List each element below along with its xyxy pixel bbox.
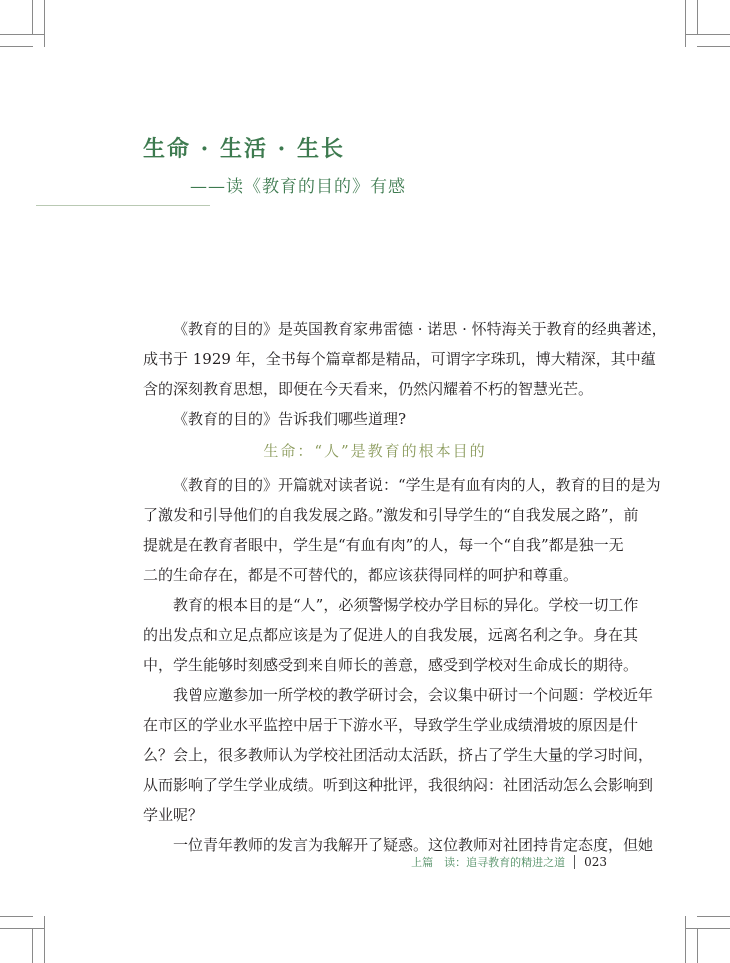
section-paragraph-3 <box>143 680 654 830</box>
text-line: 含的深刻教育思想，即便在今天看来，仍然闪耀着不朽的智慧光芒。 <box>143 380 594 398</box>
crop-mark <box>697 916 730 917</box>
crop-mark <box>686 928 730 929</box>
text-line: 提就是在教育者眼中，学生是“有血有肉”的人，每一个“自我”都是独一无 <box>143 536 624 554</box>
intro-paragraph-1 <box>143 314 667 404</box>
crop-mark <box>0 916 33 917</box>
text-line: 二的生命存在，都是不可替代的，都应该获得同样的呵护和尊重。 <box>143 566 579 584</box>
text-line: 从而影响了学生学业成绩。听到这种批评，我很纳闷：社团活动怎么会影响到 <box>143 776 654 794</box>
crop-mark <box>32 0 33 35</box>
footer-divider <box>574 855 575 869</box>
text-line: 一位青年教师的发言为我解开了疑惑。这位教师对社团持肯定态度，但她 <box>173 836 654 854</box>
crop-mark <box>685 0 686 47</box>
crop-mark <box>0 46 33 47</box>
intro-paragraph-2 <box>143 404 607 434</box>
crop-mark <box>686 34 730 35</box>
crop-mark <box>697 928 698 963</box>
crop-mark <box>44 0 45 47</box>
text-line: 成书于 1929 年，全书每个篇章都是精品，可谓字字珠玑，博大精深，其中蕴 <box>143 350 656 368</box>
crop-mark <box>697 46 730 47</box>
intro-text <box>143 314 667 434</box>
chapter-subtitle: ——读《教育的目的》有感 <box>190 177 406 197</box>
text-line: 的出发点和立足点都应该是为了促进人的自我发展，远离名利之争。身在其 <box>143 626 639 644</box>
running-head: 上篇 读：追寻教育的精进之道 <box>411 856 566 869</box>
text-line: 《教育的目的》是英国教育家弗雷德 · 诺思 · 怀特海关于教育的经典著述， <box>173 320 667 338</box>
text-line: 教育的根本目的是“人”，必须警惕学校办学目标的异化。学校一切工作 <box>173 596 639 614</box>
section-text <box>143 470 661 860</box>
title-rule <box>36 205 210 206</box>
crop-mark <box>0 34 44 35</box>
text-line: 《教育的目的》开篇就对读者说：“学生是有血有肉的人，教育的目的是为 <box>173 476 661 494</box>
text-line: 学业呢？ <box>143 806 204 824</box>
crop-mark <box>32 928 33 963</box>
section-paragraph-1 <box>143 470 661 590</box>
text-line: 中，学生能够时刻感受到来自师长的善意，感受到学校对生命成长的期待。 <box>143 656 639 674</box>
text-line: 《教育的目的》告诉我们哪些道理? <box>173 410 407 428</box>
crop-mark <box>685 916 686 963</box>
text-line: 了激发和引导他们的自我发展之路。”激发和引导学生的“自我发展之路”，前 <box>143 506 639 524</box>
text-line: 我曾应邀参加一所学校的教学研讨会，会议集中研讨一个问题：学校近年 <box>173 686 654 704</box>
page-number: 023 <box>584 855 607 869</box>
page-footer <box>411 854 607 870</box>
section-heading: 生命：“人”是教育的根本目的 <box>263 442 487 460</box>
text-line: 么？会上，很多教师认为学校社团活动太活跃，挤占了学生大量的学习时间， <box>143 746 654 764</box>
text-line: 在市区的学业水平监控中居于下游水平，导致学生学业成绩滑坡的原因是什 <box>143 716 639 734</box>
crop-mark <box>697 0 698 35</box>
section-paragraph-2 <box>143 590 639 680</box>
chapter-title: 生命 · 生活 · 生长 <box>143 136 345 162</box>
crop-mark <box>44 916 45 963</box>
crop-mark <box>0 928 44 929</box>
